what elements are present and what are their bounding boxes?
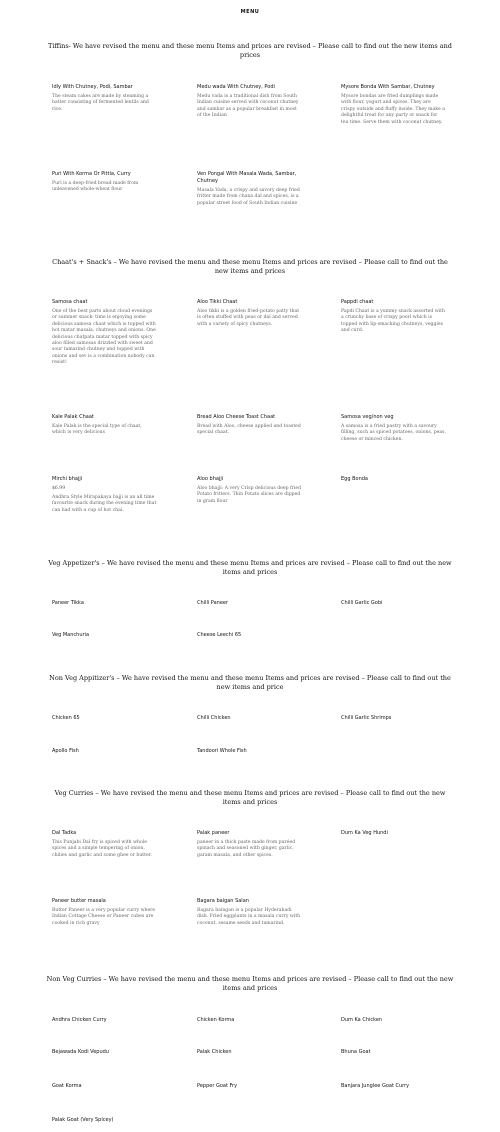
item-description: Aloo tikki is a golden fried-potato patty that is often stuffed with peas or dal and served with a variety of spicy chutneys.	[197, 309, 300, 327]
section-heading: Veg Curries – We have revised the menu and these menu Items and prices are revised – Please call to find out the new items and prices	[54, 789, 446, 806]
item-name: Andhra Chicken Curry	[52, 1017, 107, 1023]
item-name: Palak Goat (Very Spicey)	[52, 1117, 114, 1123]
item-name: Palak paneer	[197, 830, 230, 836]
menu-item	[197, 1083, 302, 1090]
menu-item	[197, 898, 302, 927]
menu-item	[341, 715, 446, 722]
menu-item	[52, 715, 157, 722]
menu-item	[341, 1017, 446, 1024]
item-name: Chilli Garlic Shrimps	[341, 715, 392, 721]
item-name: Medu wada With Chutney, Podi	[197, 84, 275, 90]
item-name: Chicken Korma	[197, 1017, 235, 1023]
item-name: Idly With Chutney, Podi, Sambar	[52, 84, 133, 90]
item-description: Kale Palak is the special type of chaat, which is very delicious	[52, 424, 142, 436]
item-name: Puri With Korma Or Pittla, Curry	[52, 171, 131, 177]
menu-item	[52, 600, 157, 607]
menu-item	[197, 1017, 302, 1024]
item-description: The steam cakes are made by steaming a batter consisting of fermented lentils and rice.	[52, 94, 149, 112]
item-description: Masala Vada, a crispy and savory deep fried fritter made from chana dal and spices, is a popular street food of South Indian cuisine	[197, 188, 300, 206]
menu-item	[341, 476, 446, 483]
section-nonveg-appetizers	[0, 674, 500, 691]
section-heading: Veg Appetizer's – We have revised the menu and these menu Items and prices are revised – Please call to find out the new items and prices	[48, 559, 452, 576]
menu-item	[52, 299, 157, 367]
menu-item	[197, 414, 302, 437]
menu-item	[52, 84, 157, 113]
item-name: Bhuna Goat	[341, 1049, 371, 1055]
menu-item	[52, 414, 157, 437]
item-description: This Punjabi Dal fry is spiced with whole spices and a simple tempering of onion, chilies and garlic and some ghee or butter.	[52, 840, 152, 858]
section-tiffins	[0, 42, 500, 59]
item-description: One of the best parts about cloud evenings or summer snack- time is enjoying some delicious samosa chaat which is topped with hot matar masala, chutneys and onions. One delicious chatpata matar topped with spicy aloo filled samosas drizzled with sweet and sour tamarind chutney and topped with onions and sev is a combination nobody can resist!	[52, 309, 156, 366]
item-name: Samosa veg/non veg	[341, 414, 394, 420]
item-name: Chilli Paneer	[197, 600, 229, 606]
section-heading: Non Veg Curries – We have revised the menu and these menu Items and prices are revised – Please call to find out the new items and prices	[46, 975, 454, 992]
item-description: paneer in a thick paste made from puréed spinach and seasoned with ginger, garlic, garam masala, and other spices.	[197, 840, 296, 858]
item-description: Medu vada is a traditional dish from South Indian cuisine served with coconut chutney and sambar as a popular breakfast in most of the Indian	[197, 94, 299, 119]
item-name: Apollo Fish	[52, 748, 79, 754]
menu-item	[52, 830, 157, 859]
item-name: Cheese Leechi 65	[197, 632, 242, 638]
menu-item	[52, 1049, 157, 1056]
item-name: Bagara baigan Salan	[197, 898, 249, 904]
item-name: Tandoori Whole Fish	[197, 748, 247, 754]
menu-item	[341, 299, 446, 335]
item-name: Samosa chaat	[52, 299, 88, 305]
item-name: Pepper Goat Fry	[197, 1083, 238, 1089]
page-title: MENU	[240, 9, 260, 15]
menu-item	[341, 830, 446, 837]
menu-item	[197, 171, 302, 207]
item-description: Butter Paneer is a very popular curry where Indian Cottage Cheese or Paneer cubes are cooked in rich gravy	[52, 908, 156, 926]
item-name: Palak Chicken	[197, 1049, 232, 1055]
item-price: $6.99	[52, 486, 66, 491]
menu-item	[52, 171, 157, 194]
menu-item	[341, 84, 446, 126]
item-name: Veg Manchuria	[52, 632, 90, 638]
menu-item	[197, 600, 302, 607]
item-name: Goat Korma	[52, 1083, 82, 1089]
item-description: Puri is a deep-fried bread made from unleavened whole-wheat flour	[52, 181, 139, 193]
item-name: Bejawada Kodi Vepudu	[52, 1049, 109, 1055]
item-name: Banjara Junglee Goat Curry	[341, 1083, 410, 1089]
item-name: Dal Tadka	[52, 830, 77, 836]
menu-item	[52, 1083, 157, 1090]
section-heading: Non Veg Appitizer's – We have revised the menu and these menu Items and prices are revised – Please call to find out the new items and price	[49, 674, 451, 691]
item-name: Kale Palak Chaat	[52, 414, 94, 420]
item-description: Bagara baingan is a popular Hyderabadi dish. Fried eggplants in a masala curry with coconut, sesame seeds and tamarind.	[197, 908, 301, 926]
menu-item	[52, 1117, 157, 1124]
item-description: A samosa is a fried pastry with a savoury filling, such as spiced potatoes, onions, peas, cheese or minced chicken.	[341, 424, 446, 442]
item-name: Paneer Tikka	[52, 600, 84, 606]
item-name: Chilli Garlic Gobi	[341, 600, 383, 606]
menu-item	[197, 632, 302, 639]
menu-item	[197, 830, 302, 859]
item-name: Pappdi chaat	[341, 299, 374, 305]
menu-item	[341, 1049, 446, 1056]
menu-item	[341, 414, 446, 443]
menu-item	[197, 715, 302, 722]
menu-item	[197, 299, 302, 328]
item-name: Paneer butter masala	[52, 898, 106, 904]
item-name: Dum Ka Veg Hundi	[341, 830, 388, 836]
section-heading: Tiffins- We have revised the menu and these menu Items and prices are revised – Please call to find out the new items and prices	[48, 42, 452, 59]
item-name: Mirchi bhajji	[52, 476, 83, 482]
menu-item	[52, 476, 157, 514]
item-name: Ven Pongal With Masala Wada, Sambar, Chutney	[197, 171, 297, 184]
item-name: Bread Aloo Cheese Toast Chaat	[197, 414, 276, 420]
menu-item	[52, 632, 157, 639]
menu-item	[341, 600, 446, 607]
menu-item	[52, 1017, 157, 1024]
item-description: Andhra Style Mirapakaya bajji is an all time favourite snack during the evening time that can had with a cup of hot chai.	[52, 495, 157, 513]
menu-item	[52, 898, 157, 927]
section-veg-curries	[0, 789, 500, 806]
menu-item	[341, 1083, 446, 1090]
item-description: Mysore bondas are fried dumplings made with flour, yogurt and spices. They are crispy outside and fluffy inside. They make a delightful treat for any party or snack for tea time. Serve them with coconut chutney.	[341, 94, 445, 125]
menu-item	[197, 748, 302, 755]
section-chaats	[0, 258, 500, 275]
item-description: Bread with Aloo, cheese applied and toasted special chaat.	[197, 424, 301, 436]
section-veg-appetizers	[0, 559, 500, 576]
section-nonveg-curries	[0, 975, 500, 992]
item-name: Egg Bonda	[341, 476, 368, 482]
item-name: Chilli Chicken	[197, 715, 231, 721]
item-name: Aloo Tikki Chaat	[197, 299, 238, 305]
item-description: Aloo bhajji: A very Crisp delicious deep fried Potato fritters. Thin Potato slices are dipped in gram flour	[197, 486, 302, 504]
item-description: Papdi Chaat is a yummy snack assorted with a crunchy base of crispy poori which is topped with lip-smacking chutneys, veggies and curd.	[341, 309, 445, 334]
menu-item	[197, 476, 302, 505]
section-heading: Chaat's + Snack's – We have revised the menu and these menu Items and prices are revised – Please call to find out the new items and prices	[52, 258, 448, 275]
item-name: Aloo bhajji	[197, 476, 224, 482]
menu-item	[197, 84, 302, 120]
item-name: Dum Ka Chicken	[341, 1017, 383, 1023]
menu-item	[197, 1049, 302, 1056]
menu-item	[52, 748, 157, 755]
item-name: Chicken 65	[52, 715, 80, 721]
item-name: Mysore Bonda With Sambar, Chutney	[341, 84, 435, 90]
